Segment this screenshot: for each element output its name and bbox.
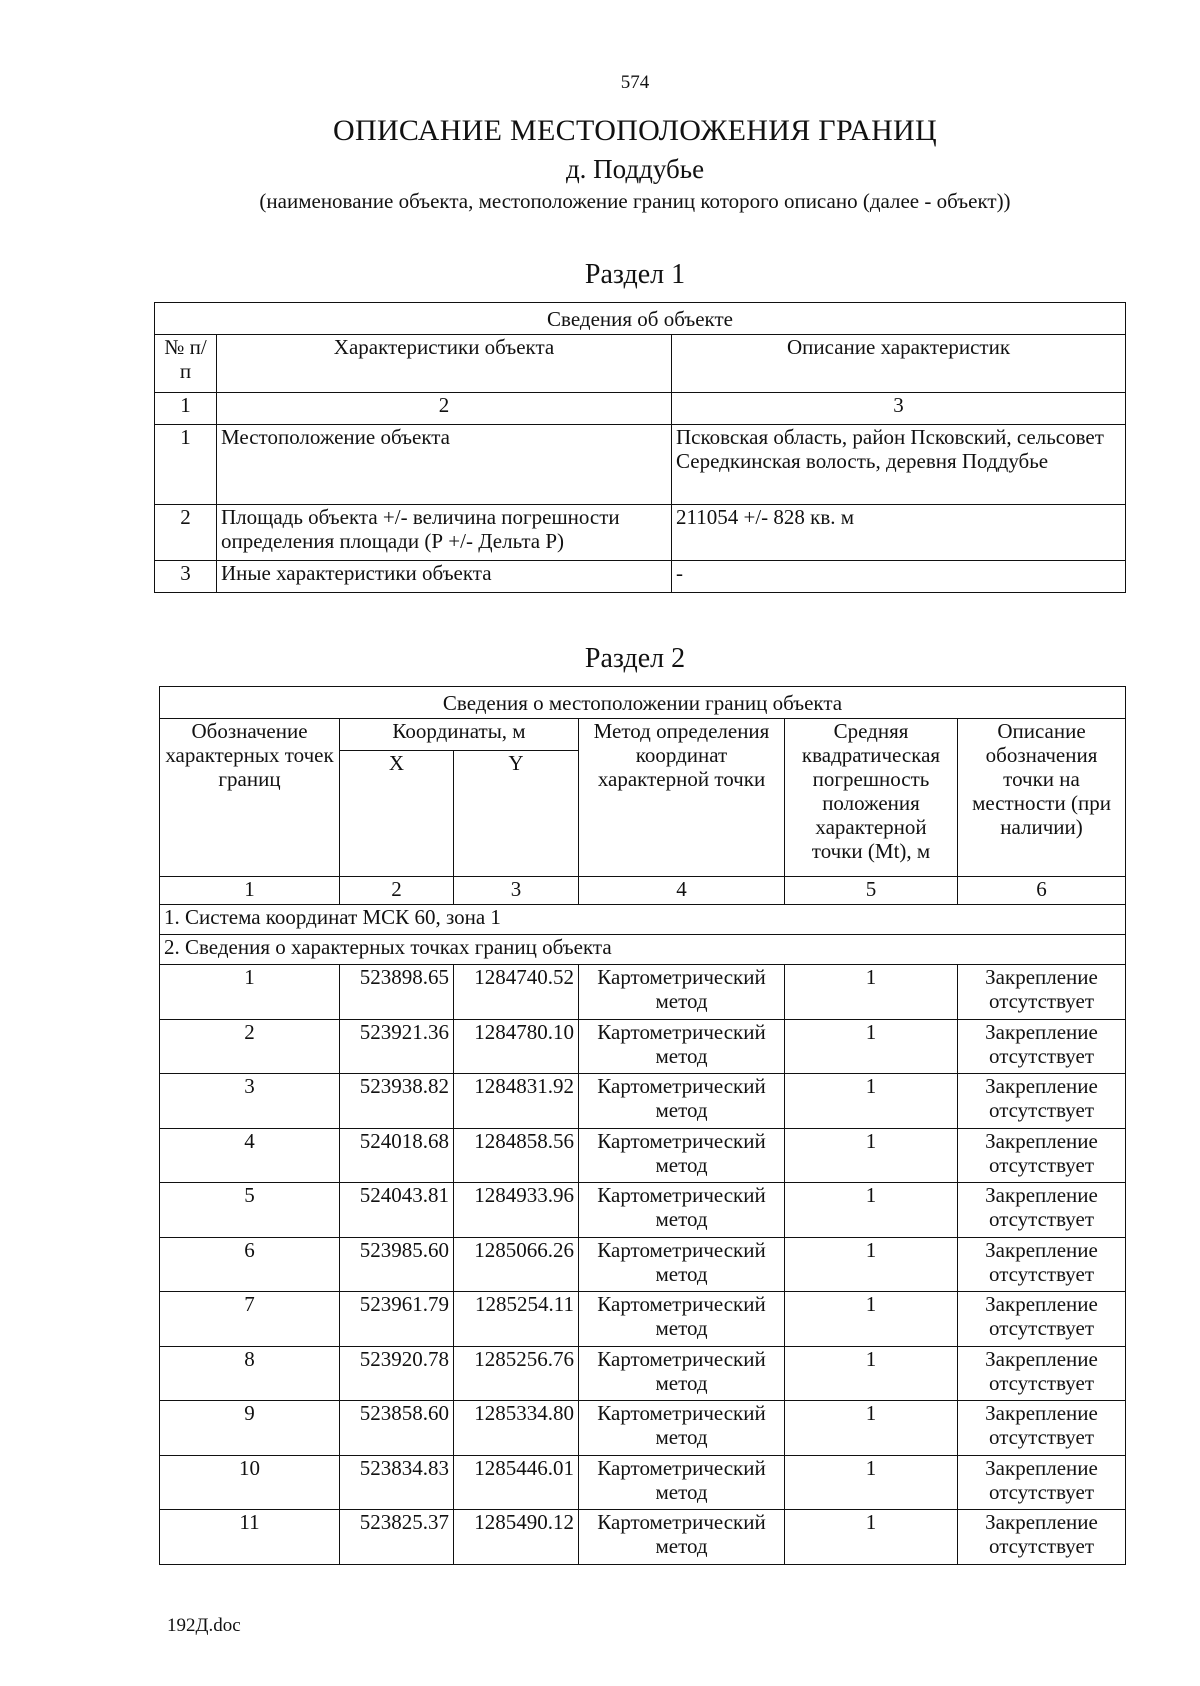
coord-y: 1284933.96	[454, 1183, 579, 1238]
index-cell: 4	[579, 877, 785, 905]
index-cell: 2	[217, 393, 672, 425]
table-row	[155, 505, 1126, 561]
error: 1	[785, 1237, 958, 1292]
error: 1	[785, 1401, 958, 1456]
index-cell: 3	[672, 393, 1126, 425]
row-value: Псковская область, район Псковский, сельсовет Середкинская волость, деревня Поддубье	[672, 425, 1126, 505]
method: Картометрический метод	[579, 1510, 785, 1565]
method: Картометрический метод	[579, 965, 785, 1020]
point-description: Закрепление отсутствует	[958, 1292, 1126, 1347]
header-method: Метод определения координат характерной точки	[579, 719, 785, 877]
coord-x: 523834.83	[340, 1455, 454, 1510]
method: Картометрический метод	[579, 1183, 785, 1238]
coord-y: 1284780.10	[454, 1019, 579, 1074]
error: 1	[785, 1183, 958, 1238]
table-row	[160, 1019, 1126, 1074]
points-body	[160, 965, 1126, 1565]
coord-y: 1285254.11	[454, 1292, 579, 1347]
index-cell: 5	[785, 877, 958, 905]
coord-y: 1284831.92	[454, 1074, 579, 1129]
point-id: 6	[160, 1237, 340, 1292]
coord-x: 523985.60	[340, 1237, 454, 1292]
table-row	[160, 1183, 1126, 1238]
table-row	[160, 965, 1126, 1020]
point-id: 3	[160, 1074, 340, 1129]
point-description: Закрепление отсутствует	[958, 1401, 1126, 1456]
point-id: 10	[160, 1455, 340, 1510]
document-subtitle: д. Поддубье	[565, 154, 705, 184]
table-row	[155, 425, 1126, 505]
error: 1	[785, 1292, 958, 1347]
point-description: Закрепление отсутствует	[958, 1019, 1126, 1074]
method: Картометрический метод	[579, 1401, 785, 1456]
object-info-table	[154, 302, 1126, 593]
point-id: 8	[160, 1346, 340, 1401]
coord-x: 523938.82	[340, 1074, 454, 1129]
header-characteristics: Характеристики объекта	[217, 335, 672, 393]
point-id: 9	[160, 1401, 340, 1456]
row-characteristic: Местоположение объекта	[217, 425, 672, 505]
coord-y: 1285334.80	[454, 1401, 579, 1456]
error: 1	[785, 1510, 958, 1565]
header-error: Средняя квадратическая погрешность положения характерной точки (Мt), м	[785, 719, 958, 877]
error: 1	[785, 965, 958, 1020]
coord-x: 524018.68	[340, 1128, 454, 1183]
header-coordinates: Координаты, м	[340, 719, 579, 751]
method: Картометрический метод	[579, 1074, 785, 1129]
error: 1	[785, 1019, 958, 1074]
row-number: 2	[155, 505, 217, 561]
header-number: № п/п	[155, 335, 217, 393]
point-id: 7	[160, 1292, 340, 1347]
error: 1	[785, 1074, 958, 1129]
point-description: Закрепление отсутствует	[958, 1237, 1126, 1292]
index-cell: 6	[958, 877, 1126, 905]
point-description: Закрепление отсутствует	[958, 1183, 1126, 1238]
index-cell: 1	[155, 393, 217, 425]
point-id: 11	[160, 1510, 340, 1565]
section2-title: Раздел 2	[584, 643, 686, 674]
row-number: 1	[155, 425, 217, 505]
header-description: Описание характеристик	[672, 335, 1126, 393]
coordinate-system: 1. Система координат МСК 60, зона 1	[160, 905, 1126, 935]
point-description: Закрепление отсутствует	[958, 1128, 1126, 1183]
header-point-description: Описание обозначения точки на местности (при наличии)	[958, 719, 1126, 877]
point-id: 1	[160, 965, 340, 1020]
coord-x: 524043.81	[340, 1183, 454, 1238]
point-id: 5	[160, 1183, 340, 1238]
coord-y: 1285446.01	[454, 1455, 579, 1510]
section1-title: Раздел 1	[584, 259, 686, 290]
header-points: Обозначение характерных точек границ	[160, 719, 340, 877]
error: 1	[785, 1346, 958, 1401]
row-value: 211054 +/- 828 кв. м	[672, 505, 1126, 561]
coord-x: 523961.79	[340, 1292, 454, 1347]
header-x: X	[340, 751, 454, 877]
table-row	[160, 1074, 1126, 1129]
error: 1	[785, 1455, 958, 1510]
table-row	[160, 1237, 1126, 1292]
point-id: 4	[160, 1128, 340, 1183]
coord-x: 523921.36	[340, 1019, 454, 1074]
document-caption: (наименование объекта, местоположение границ которого описано (далее - объект))	[259, 189, 1011, 213]
boundary-points-table	[159, 686, 1126, 1565]
row-characteristic: Иные характеристики объекта	[217, 561, 672, 593]
error: 1	[785, 1128, 958, 1183]
coord-x: 523920.78	[340, 1346, 454, 1401]
boundary-table-title: Сведения о местоположении границ объекта	[160, 687, 1126, 719]
table-row	[160, 1455, 1126, 1510]
index-cell: 3	[454, 877, 579, 905]
row-number: 3	[155, 561, 217, 593]
coord-x: 523898.65	[340, 965, 454, 1020]
index-cell: 1	[160, 877, 340, 905]
point-description: Закрепление отсутствует	[958, 1074, 1126, 1129]
point-description: Закрепление отсутствует	[958, 965, 1126, 1020]
method: Картометрический метод	[579, 1455, 785, 1510]
table-row	[160, 1292, 1126, 1347]
point-description: Закрепление отсутствует	[958, 1455, 1126, 1510]
table-row	[160, 1128, 1126, 1183]
row-value: -	[672, 561, 1126, 593]
coord-y: 1284858.56	[454, 1128, 579, 1183]
table-row	[160, 1346, 1126, 1401]
method: Картометрический метод	[579, 1128, 785, 1183]
object-info-table-title: Сведения об объекте	[155, 303, 1126, 335]
points-caption: 2. Сведения о характерных точках границ объекта	[160, 935, 1126, 965]
coord-x: 523825.37	[340, 1510, 454, 1565]
page-number: 574	[620, 72, 650, 93]
point-description: Закрепление отсутствует	[958, 1346, 1126, 1401]
table-row	[160, 1510, 1126, 1565]
coord-y: 1285490.12	[454, 1510, 579, 1565]
header-y: Y	[454, 751, 579, 877]
table-row	[160, 1401, 1126, 1456]
document-title: ОПИСАНИЕ МЕСТОПОЛОЖЕНИЯ ГРАНИЦ	[333, 114, 937, 147]
index-cell: 2	[340, 877, 454, 905]
point-id: 2	[160, 1019, 340, 1074]
footer-filename: 192Д.doc	[167, 1615, 241, 1636]
point-description: Закрепление отсутствует	[958, 1510, 1126, 1565]
method: Картометрический метод	[579, 1292, 785, 1347]
method: Картометрический метод	[579, 1346, 785, 1401]
coord-x: 523858.60	[340, 1401, 454, 1456]
method: Картометрический метод	[579, 1237, 785, 1292]
row-characteristic: Площадь объекта +/- величина погрешности определения площади (Р +/- Дельта Р)	[217, 505, 672, 561]
coord-y: 1284740.52	[454, 965, 579, 1020]
coord-y: 1285256.76	[454, 1346, 579, 1401]
table-row	[155, 561, 1126, 593]
coord-y: 1285066.26	[454, 1237, 579, 1292]
method: Картометрический метод	[579, 1019, 785, 1074]
